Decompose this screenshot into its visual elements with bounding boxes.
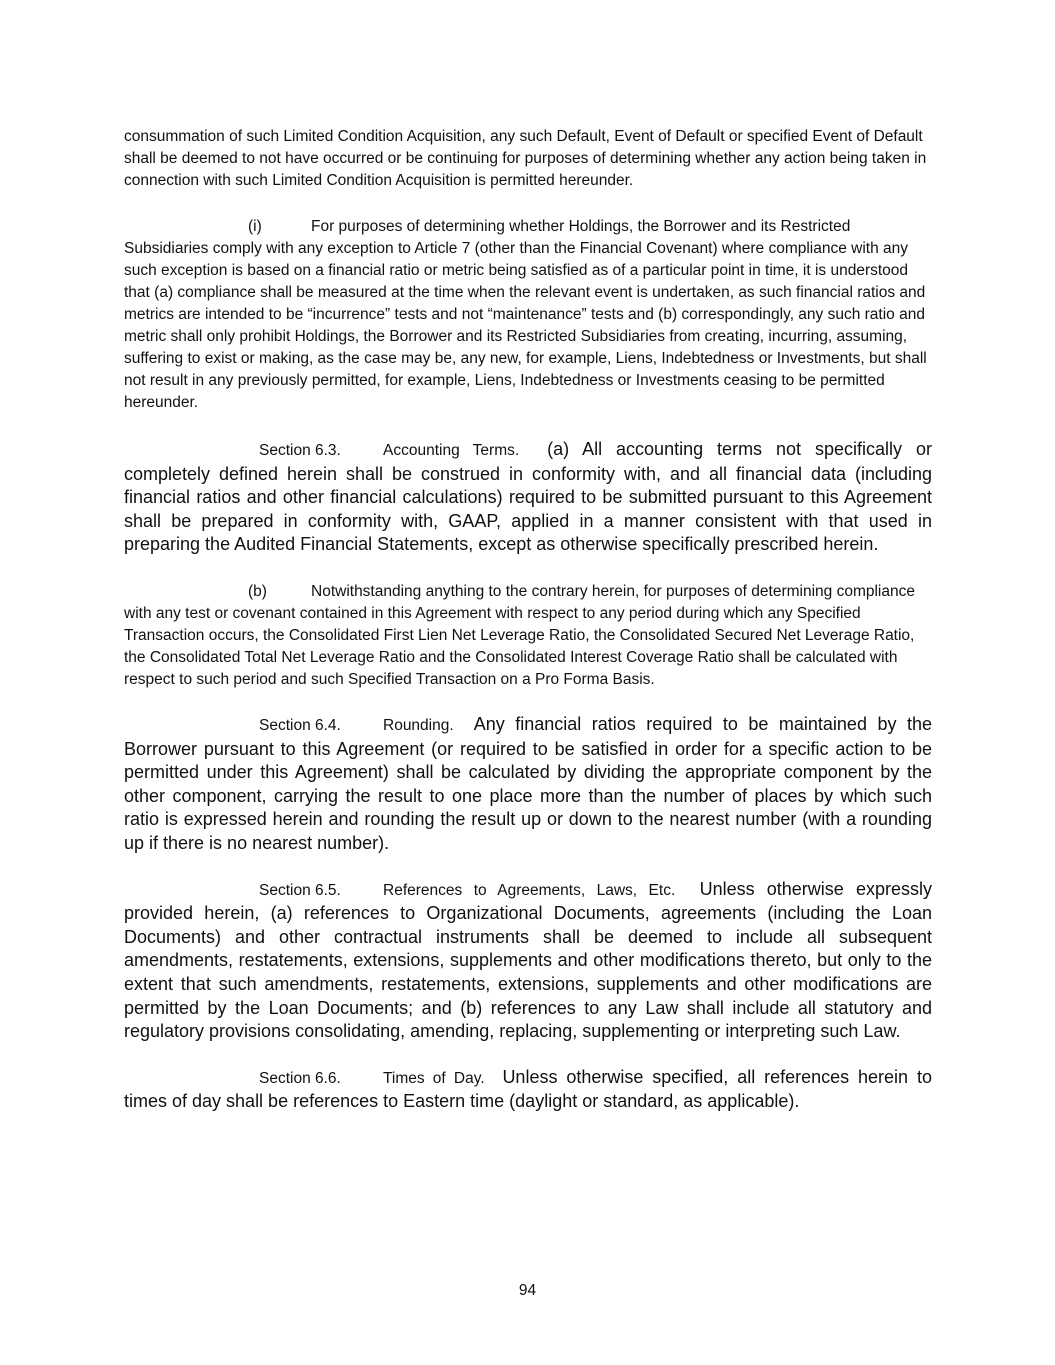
- clause-i-paragraph: [124, 216, 932, 414]
- section-number: Section 6.5.: [259, 881, 341, 899]
- section-number: Section 6.3.: [259, 442, 341, 459]
- section-number: Section 6.4.: [259, 716, 341, 734]
- section-text: (a) All accounting terms not specifically or completely defined herein shall be construed in conformity with, and all financial data (including financial ratios and other financial calculations) required to be submitted pursuant to this Agreement shall be prepared in conformity with, GAAP, applied in a manner consistent with that used in preparing the Audited Financial Statements, except as otherwise specifically prescribed herein.: [124, 439, 932, 555]
- clause-b-text: Notwithstanding anything to the contrary herein, for purposes of determining compliance with any test or covenant contained in this Agreement with respect to any period during which any Specified Transaction occurs, the Consolidated First Lien Net Leverage Ratio, the Consolidated Secured Net Leverage Ratio, the Consolidated Total Net Leverage Ratio and the Consolidated Interest Coverage Ratio shall be calculated with respect to such period and such Specified Transaction on a Pro Forma Basis.: [124, 582, 915, 688]
- section-6-5-paragraph: [124, 878, 932, 1044]
- page-number: 94: [518, 1282, 537, 1299]
- section-text: Any financial ratios required to be maintained by the Borrower pursuant to this Agreement (or required to be satisfied in order for a specific action to be permitted under this Agreement) shall be calculated by dividing the appropriate component by the other component, carrying the result to one place more than the number of places by which such ratio is expressed herein and rounding the result up or down to the nearest number (with a rounding up if there is no nearest number).: [124, 713, 932, 853]
- section-6-3-paragraph: [124, 438, 932, 557]
- intro-paragraph: consummation of such Limited Condition Acquisition, any such Default, Event of Default or specified Event of Default shall be deemed to not have occurred or be continuing for purposes of determining whether any action being taken in connection with such Limited Condition Acquisition is permitted hereunder.: [124, 128, 927, 189]
- clause-b-paragraph: [124, 581, 932, 691]
- section-text: Unless otherwise expressly provided herein, (a) references to Organizational Documents, agreements (including the Loan Documents) and other contractual instruments shall be deemed to include all subsequent amendments, restatements, extensions, supplements and other modifications thereto, but only to the extent that such amendments, restatements, extensions, supplements and other modifications are permitted by the Loan Documents; and (b) references to any Law shall include all statutory and regulatory provisions consolidating, amending, replacing, supplementing or interpreting such Law.: [124, 878, 932, 1042]
- section-title: References to Agreements, Laws, Etc.: [383, 881, 676, 899]
- clause-i-label: (i): [248, 218, 262, 235]
- section-title: Times of Day.: [383, 1069, 485, 1087]
- clause-b-label: (b): [248, 582, 267, 600]
- section-number: Section 6.6.: [259, 1069, 341, 1087]
- document-page: [124, 126, 932, 1114]
- section-6-6-paragraph: [124, 1066, 932, 1114]
- section-title: Rounding.: [383, 716, 454, 734]
- clause-i-text: For purposes of determining whether Holdings, the Borrower and its Restricted Subsidiaries comply with any exception to Article 7 (other than the Financial Covenant) where compliance with any such exception is based on a financial ratio or metric being satisfied as of a particular point in time, it is understood that (a) compliance shall be measured at the time when the relevant event is undertaken, as such financial ratios and metrics are intended to be “incurrence” tests and not “maintenance” tests and (b) correspondingly, any such ratio and metric shall only prohibit Holdings, the Borrower and its Restricted Subsidiaries from creating, incurring, assuming, suffering to exist or making, as the case may be, any new, for example, Liens, Indebtedness or Investments, but shall not result in any previously permitted, for example, Liens, Indebtedness or Investments ceasing to be permitted hereunder.: [124, 218, 927, 411]
- section-text: Unless otherwise specified, all references herein to times of day shall be references to Eastern time (daylight or standard, as applicable).: [124, 1066, 932, 1112]
- section-6-4-paragraph: [124, 713, 932, 856]
- section-title: Accounting Terms.: [383, 442, 520, 459]
